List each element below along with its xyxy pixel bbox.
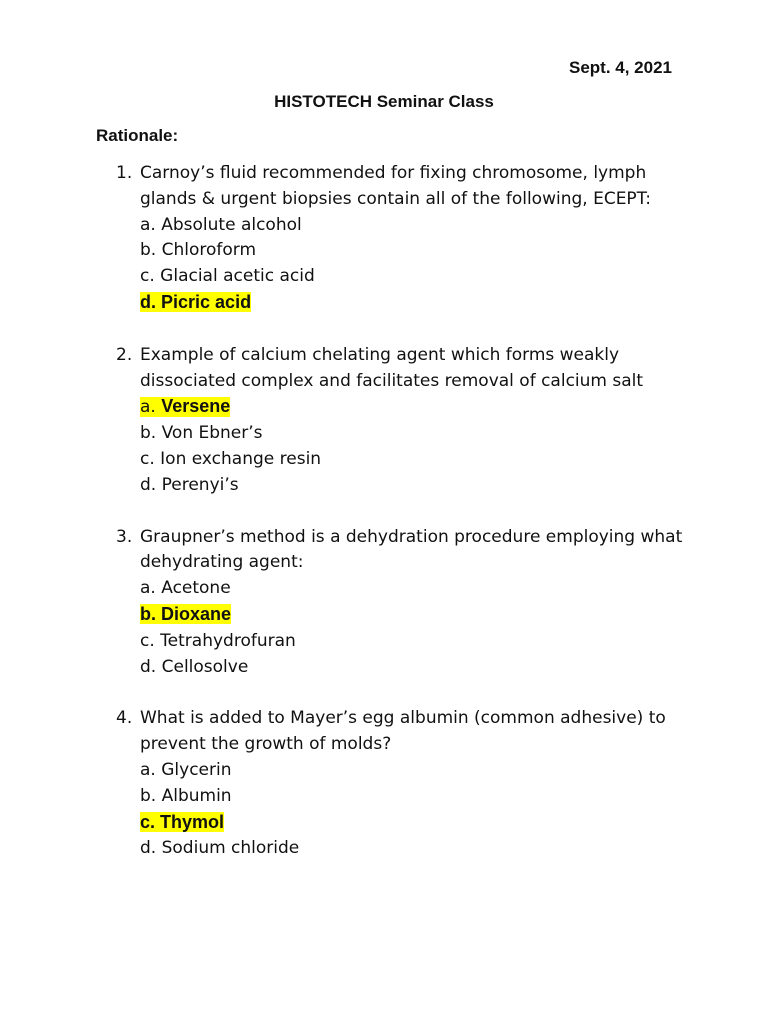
answer-choice [140, 213, 696, 239]
question-body [140, 525, 696, 681]
answer-highlight [140, 812, 224, 832]
choice-text: Dioxane [161, 603, 232, 624]
answer-choice [140, 836, 696, 862]
document-title: HISTOTECH Seminar Class [274, 92, 494, 111]
choice-letter: c. [140, 266, 155, 287]
question-item [116, 343, 696, 499]
choice-text: Albumin [161, 785, 232, 806]
choice-letter: b. [140, 603, 156, 624]
question-item [116, 525, 696, 681]
choice-letter: d. [140, 838, 157, 859]
answer-highlight [140, 397, 230, 417]
choice-letter: d. [140, 474, 157, 495]
question-body [140, 161, 696, 317]
choice-text: Glacial acetic acid [160, 266, 315, 287]
choice-text: Picric acid [161, 291, 252, 312]
choice-text: Ion exchange resin [160, 448, 322, 469]
choice-letter: a. [140, 214, 156, 235]
correct-answer-choice [140, 602, 696, 629]
choice-text: Perenyi’s [161, 474, 239, 495]
question-number: 2. [116, 344, 133, 365]
correct-answer-choice [140, 290, 696, 317]
choice-text: Thymol [160, 811, 225, 832]
correct-answer-choice [140, 394, 696, 421]
choice-letter: c. [140, 811, 156, 832]
choice-text: Glycerin [161, 759, 232, 780]
choice-letter: b. [140, 240, 157, 261]
choice-text: Absolute alcohol [161, 214, 302, 235]
choice-letter: a. [140, 397, 156, 418]
section-heading: Rationale: [96, 126, 179, 145]
choice-letter: c. [140, 630, 155, 651]
question-number: 1. [116, 163, 133, 183]
choice-letter: c. [140, 448, 155, 469]
choice-text: Acetone [161, 578, 231, 599]
correct-answer-choice [140, 810, 696, 837]
answer-choice [140, 758, 696, 784]
question-text: Example of calcium chelating agent which forms weakly dissociated complex and facilitates removal of calcium salt [140, 344, 644, 391]
choice-text: Versene [161, 396, 231, 417]
answer-choice [140, 473, 696, 499]
choice-letter: d. [140, 656, 157, 677]
choice-letter: a. [140, 759, 156, 780]
answer-choice [140, 576, 696, 602]
choice-letter: a. [140, 578, 156, 599]
answer-highlight [140, 292, 251, 312]
answer-highlight [140, 604, 231, 624]
answer-choice [140, 447, 696, 473]
question-text: What is added to Mayer’s egg albumin (common adhesive) to prevent the growth of molds? [140, 708, 666, 755]
document-date: Sept. 4, 2021 [568, 58, 672, 77]
choice-text: Chloroform [161, 240, 257, 261]
question-item [116, 161, 696, 317]
choice-letter: b. [140, 423, 157, 444]
question-item [116, 706, 696, 862]
answer-choice [140, 264, 696, 290]
question-number: 4. [116, 708, 133, 729]
question-body [140, 706, 696, 862]
choice-text: Von Ebner’s [161, 423, 263, 444]
answer-choice [140, 655, 696, 681]
answer-choice [140, 784, 696, 810]
answer-choice [140, 629, 696, 655]
question-text: Carnoy’s fluid recommended for fixing chromosome, lymph glands & urgent biopsies contain all of the following, ECEPT: [140, 163, 651, 209]
question-text: Graupner’s method is a dehydration procedure employing what dehydrating agent: [140, 526, 683, 573]
choice-text: Tetrahydrofuran [160, 630, 296, 651]
choice-letter: d. [140, 291, 156, 312]
choice-text: Sodium chloride [161, 838, 300, 859]
question-body [140, 343, 696, 499]
question-number: 3. [116, 526, 133, 547]
answer-choice [140, 421, 696, 447]
choice-letter: b. [140, 785, 157, 806]
choice-text: Cellosolve [161, 656, 249, 677]
question-list [116, 161, 696, 888]
answer-choice [140, 238, 696, 264]
